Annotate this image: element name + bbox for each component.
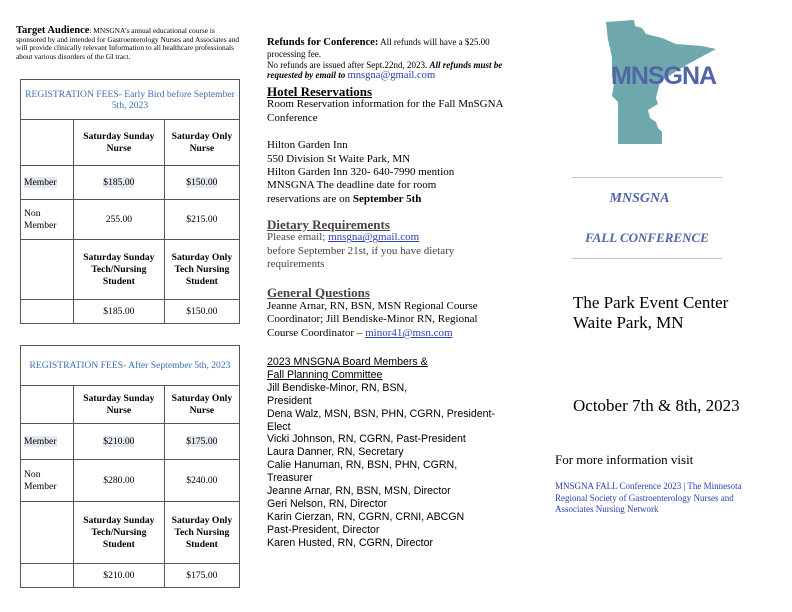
hotel-section bbox=[267, 85, 517, 206]
early-bird-fee-table bbox=[20, 79, 240, 324]
hotel-title: Hotel Reservations bbox=[267, 84, 373, 99]
more-info-text: For more information visit bbox=[555, 452, 694, 467]
dietary-text: before September 21st, if you have dietary requirements bbox=[267, 244, 455, 271]
board-member: Geri Nelson, RN, Director bbox=[267, 497, 388, 510]
venue-city: Waite Park, MN bbox=[573, 313, 684, 332]
after-col-sat-sun-student: Saturday Sunday Tech/Nursing Student bbox=[74, 502, 165, 564]
after-col-sat-sun-nurse: Saturday Sunday Nurse bbox=[74, 386, 165, 424]
hotel-address: 550 Division St Waite Park, MN bbox=[267, 152, 411, 165]
after-nonmember-value-1: $280.00 bbox=[74, 460, 165, 502]
target-audience bbox=[16, 27, 244, 61]
board-member: Vicki Johnson, RN, CGRN, Past-President bbox=[267, 433, 466, 446]
early-student-value-2: $150.00 bbox=[164, 300, 239, 324]
board-member: Jill Bendiske-Minor, RN, BSN, President bbox=[267, 381, 408, 407]
dietary-section bbox=[267, 218, 492, 272]
logo-text bbox=[611, 62, 716, 91]
after-heading: REGISTRATION FEES- After September 5th, 2023 bbox=[21, 346, 240, 386]
after-nonmember-label: Non Member bbox=[21, 460, 74, 502]
refunds-line2-em: All refunds must be requested by email to bbox=[267, 59, 503, 81]
refunds-line2: No refunds are issued after Sept.22nd, 2023. bbox=[267, 59, 430, 70]
board-member: Jeanne Arnar, RN, BSN, MSN, Director bbox=[267, 485, 451, 498]
questions-text: Jeanne Arnar, RN, BSN, MSN Regional Course Coordinator; Jill Bendiske-Minor RN, Regional Course Coordinator – bbox=[267, 299, 478, 339]
after-nonmember-value-2: $240.00 bbox=[164, 460, 239, 502]
after-fee-table bbox=[20, 345, 240, 588]
early-student-value-1: $185.00 bbox=[74, 300, 165, 324]
refunds-title: Refunds for Conference: bbox=[267, 37, 379, 48]
early-bird-heading: REGISTRATION FEES- Early Bird before September 5th, 2023 bbox=[21, 80, 240, 120]
board-member: Dena Walz, MSN, BSN, PHN, CGRN, President-Elect bbox=[267, 407, 496, 433]
mnsgna-logo bbox=[604, 18, 720, 146]
early-nonmember-label: Non Member bbox=[21, 200, 74, 240]
early-col-sat-only-nurse: Saturday Only Nurse bbox=[164, 120, 239, 166]
refunds-section bbox=[267, 37, 507, 82]
after-member-value-2: $175.00 bbox=[186, 435, 218, 447]
dietary-title: Dietary Requirements bbox=[267, 217, 390, 232]
early-member-label: Member bbox=[24, 176, 57, 188]
after-col-sat-only-nurse: Saturday Only Nurse bbox=[164, 386, 239, 424]
logo-wordmark: MNSGNA bbox=[611, 62, 717, 90]
early-member-value-1: $185.00 bbox=[103, 176, 135, 188]
venue bbox=[573, 293, 728, 333]
questions-section bbox=[267, 286, 507, 340]
hotel-intro: Room Reservation information for the Fall MnSGNA Conference bbox=[267, 98, 503, 124]
target-audience-text: : MNSGNA’s annual educational course is sponsored by and intended for Gastroenterology Nurses and Associates and will provide clinically relevant Information to all healthcare professionals about various disorders of the GI tract. bbox=[16, 26, 240, 61]
questions-email-link[interactable]: minor41@msn.com bbox=[365, 326, 453, 339]
early-col-sat-sun-nurse: Saturday Sunday Nurse bbox=[74, 120, 165, 166]
divider bbox=[572, 177, 722, 178]
dietary-prefix: Please email; bbox=[267, 231, 329, 244]
early-col-sat-sun-student: Saturday Sunday Tech/Nursing Student bbox=[74, 240, 165, 300]
footer-link[interactable]: MNSGNA FALL Conference 2023 | The Minnesota Regional Society of Gastroenterology Nurses and Associates Nursing Network bbox=[555, 481, 742, 515]
after-student-value-2: $175.00 bbox=[164, 564, 239, 588]
after-member-value-1: $210.00 bbox=[103, 435, 135, 447]
board-member: Calie Hanuman, RN, BSN, PHN, CGRN, Treasurer bbox=[267, 459, 458, 485]
hotel-details: Hilton Garden Inn 320- 640-7990 mention MNSGNA The deadline date for room reservations are on bbox=[267, 166, 455, 205]
event-date: October 7th & 8th, 2023 bbox=[573, 396, 740, 415]
early-member-value-2: $150.00 bbox=[186, 176, 218, 188]
early-nonmember-value-2: $215.00 bbox=[164, 200, 239, 240]
board-title-2: Fall Planning Committee bbox=[267, 368, 383, 381]
early-col-sat-only-student: Saturday Only Tech Nursing Student bbox=[164, 240, 239, 300]
org-name: MNSGNA bbox=[609, 191, 670, 206]
early-nonmember-value-1: 255.00 bbox=[74, 200, 165, 240]
conference-title: FALL CONFERENCE bbox=[585, 230, 709, 245]
board-title-1: 2023 MNSGNA Board Members & bbox=[267, 356, 428, 368]
board-section bbox=[267, 356, 517, 550]
venue-name: The Park Event Center bbox=[573, 293, 729, 312]
refunds-line1: All refunds will have a $25.00 processing fee. bbox=[267, 37, 490, 59]
after-col-sat-only-student: Saturday Only Tech Nursing Student bbox=[164, 502, 239, 564]
hotel-name: Hilton Garden Inn bbox=[267, 139, 348, 152]
after-student-value-1: $210.00 bbox=[74, 564, 165, 588]
refunds-email-link[interactable]: mnsgna@gmail.com bbox=[347, 70, 436, 82]
divider bbox=[572, 258, 722, 259]
board-member: Karin Cierzan, RN, CGRN, CRNI, ABCGN Past-President, Director bbox=[267, 510, 465, 536]
board-member: Karen Husted, RN, CGRN, Director bbox=[267, 536, 434, 549]
after-member-label: Member bbox=[24, 435, 57, 447]
target-audience-label: Target Audience bbox=[16, 25, 90, 36]
board-member: Laura Danner, RN, Secretary bbox=[267, 446, 404, 459]
hotel-deadline: September 5th bbox=[352, 192, 422, 205]
questions-title: General Questions bbox=[267, 285, 370, 300]
dietary-email-link[interactable]: mnsgna@gmail.com bbox=[328, 231, 420, 244]
